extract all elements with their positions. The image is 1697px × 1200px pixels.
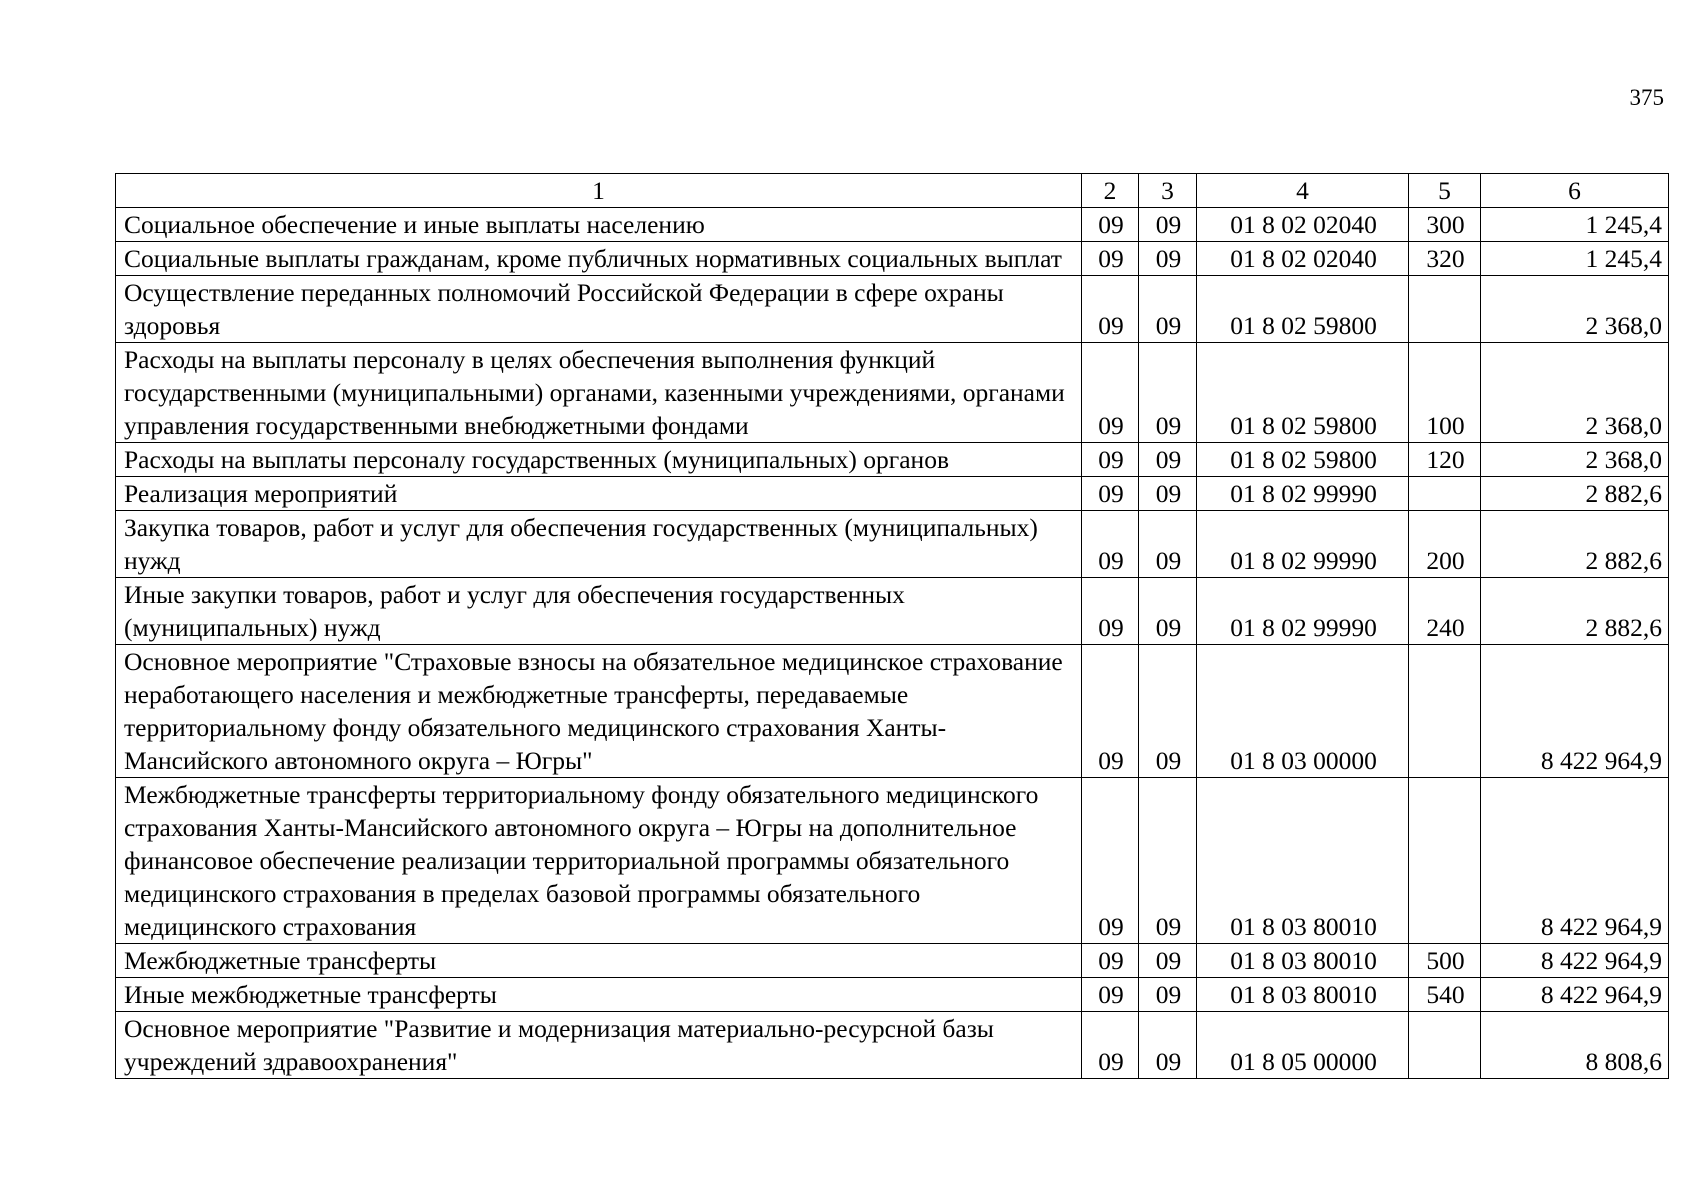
column-header-2: 2	[1082, 174, 1139, 208]
amount: 2 368,0	[1481, 343, 1669, 443]
expense-name: Социальные выплаты гражданам, кроме публичных нормативных социальных выплат	[116, 242, 1082, 276]
expense-type-code: 320	[1409, 242, 1481, 276]
section-code: 09	[1082, 443, 1139, 477]
page-number: 375	[1629, 85, 1664, 110]
expense-name: Осуществление переданных полномочий Российской Федерации в сфере охраны здоровья	[116, 276, 1082, 343]
subsection-code: 09	[1139, 778, 1197, 944]
table-row	[116, 578, 1669, 645]
expense-type-code: 200	[1409, 511, 1481, 578]
column-header-3: 3	[1139, 174, 1197, 208]
amount: 8 808,6	[1481, 1012, 1669, 1079]
target-article-code: 01 8 02 59800	[1197, 343, 1409, 443]
target-article-code: 01 8 02 99990	[1197, 578, 1409, 645]
expense-name: Расходы на выплаты персоналу государственных (муниципальных) органов	[116, 443, 1082, 477]
subsection-code: 09	[1139, 477, 1197, 511]
subsection-code: 09	[1139, 276, 1197, 343]
expense-type-code: 120	[1409, 443, 1481, 477]
column-header-4: 4	[1197, 174, 1409, 208]
column-header-1: 1	[116, 174, 1082, 208]
amount: 8 422 964,9	[1481, 944, 1669, 978]
section-code: 09	[1082, 645, 1139, 778]
target-article-code: 01 8 02 59800	[1197, 276, 1409, 343]
header-row	[116, 174, 1669, 208]
subsection-code: 09	[1139, 343, 1197, 443]
table-row	[116, 978, 1669, 1012]
table-row	[116, 944, 1669, 978]
amount: 2 368,0	[1481, 443, 1669, 477]
expense-name: Закупка товаров, работ и услуг для обеспечения государственных (муниципальных) нужд	[116, 511, 1082, 578]
expense-name: Основное мероприятие "Страховые взносы на обязательное медицинское страхование неработающего населения и межбюджетные трансферты, передаваемые территориальному фонду обязательного медицинского страхования Ханты-Мансийского автономного округа – Югры"	[116, 645, 1082, 778]
expense-name: Межбюджетные трансферты территориальному фонду обязательного медицинского страхования Ханты-Мансийского автономного округа – Югры на дополнительное финансовое обеспечение реализации территориальной программы обязательного медицинского страхования в пределах базовой программы обязательного медицинского страхования	[116, 778, 1082, 944]
expense-name: Расходы на выплаты персоналу в целях обеспечения выполнения функций государственными (муниципальными) органами, казенными учреждениями, органами управления государственными внебюджетными фондами	[116, 343, 1082, 443]
section-code: 09	[1082, 944, 1139, 978]
table-header	[116, 174, 1669, 208]
subsection-code: 09	[1139, 242, 1197, 276]
section-code: 09	[1082, 778, 1139, 944]
target-article-code: 01 8 03 80010	[1197, 978, 1409, 1012]
amount: 8 422 964,9	[1481, 978, 1669, 1012]
table-row	[116, 477, 1669, 511]
expense-name: Иные закупки товаров, работ и услуг для обеспечения государственных (муниципальных) нужд	[116, 578, 1082, 645]
section-code: 09	[1082, 578, 1139, 645]
amount: 2 882,6	[1481, 578, 1669, 645]
table-row	[116, 443, 1669, 477]
table-row	[116, 276, 1669, 343]
table-row	[116, 645, 1669, 778]
expense-type-code	[1409, 477, 1481, 511]
subsection-code: 09	[1139, 443, 1197, 477]
amount: 2 368,0	[1481, 276, 1669, 343]
target-article-code: 01 8 02 02040	[1197, 208, 1409, 242]
table-row	[116, 778, 1669, 944]
expense-name: Иные межбюджетные трансферты	[116, 978, 1082, 1012]
subsection-code: 09	[1139, 944, 1197, 978]
column-header-6: 6	[1481, 174, 1669, 208]
expense-name: Социальное обеспечение и иные выплаты населению	[116, 208, 1082, 242]
subsection-code: 09	[1139, 511, 1197, 578]
section-code: 09	[1082, 511, 1139, 578]
target-article-code: 01 8 02 02040	[1197, 242, 1409, 276]
target-article-code: 01 8 05 00000	[1197, 1012, 1409, 1079]
expense-type-code	[1409, 1012, 1481, 1079]
expense-type-code	[1409, 778, 1481, 944]
table-body	[116, 208, 1669, 1079]
target-article-code: 01 8 03 00000	[1197, 645, 1409, 778]
table-row	[116, 242, 1669, 276]
table-row	[116, 208, 1669, 242]
section-code: 09	[1082, 208, 1139, 242]
section-code: 09	[1082, 477, 1139, 511]
target-article-code: 01 8 02 99990	[1197, 511, 1409, 578]
target-article-code: 01 8 03 80010	[1197, 944, 1409, 978]
amount: 1 245,4	[1481, 242, 1669, 276]
expense-type-code: 540	[1409, 978, 1481, 1012]
expense-name: Реализация мероприятий	[116, 477, 1082, 511]
section-code: 09	[1082, 978, 1139, 1012]
section-code: 09	[1082, 276, 1139, 343]
expense-type-code: 300	[1409, 208, 1481, 242]
expense-type-code: 240	[1409, 578, 1481, 645]
expense-name: Межбюджетные трансферты	[116, 944, 1082, 978]
amount: 2 882,6	[1481, 511, 1669, 578]
table-row	[116, 343, 1669, 443]
target-article-code: 01 8 03 80010	[1197, 778, 1409, 944]
target-article-code: 01 8 02 59800	[1197, 443, 1409, 477]
expense-type-code	[1409, 645, 1481, 778]
subsection-code: 09	[1139, 978, 1197, 1012]
section-code: 09	[1082, 242, 1139, 276]
section-code: 09	[1082, 1012, 1139, 1079]
amount: 8 422 964,9	[1481, 778, 1669, 944]
expense-name: Основное мероприятие "Развитие и модернизация материально-ресурсной базы учреждений здравоохранения"	[116, 1012, 1082, 1079]
amount: 1 245,4	[1481, 208, 1669, 242]
amount: 8 422 964,9	[1481, 645, 1669, 778]
expense-type-code: 100	[1409, 343, 1481, 443]
table-row	[116, 1012, 1669, 1079]
column-header-5: 5	[1409, 174, 1481, 208]
section-code: 09	[1082, 343, 1139, 443]
subsection-code: 09	[1139, 578, 1197, 645]
target-article-code: 01 8 02 99990	[1197, 477, 1409, 511]
expense-type-code: 500	[1409, 944, 1481, 978]
subsection-code: 09	[1139, 1012, 1197, 1079]
subsection-code: 09	[1139, 208, 1197, 242]
table-row	[116, 511, 1669, 578]
expense-type-code	[1409, 276, 1481, 343]
amount: 2 882,6	[1481, 477, 1669, 511]
budget-table	[115, 173, 1669, 1079]
subsection-code: 09	[1139, 645, 1197, 778]
